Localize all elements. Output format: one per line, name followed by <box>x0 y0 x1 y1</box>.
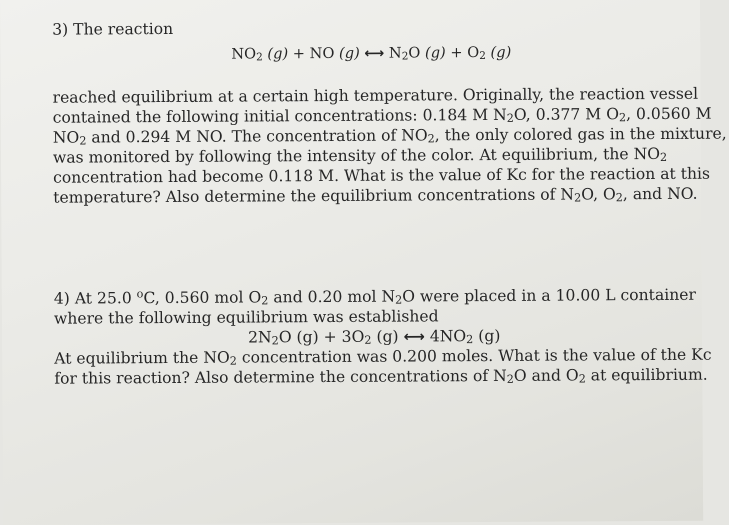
eq3-r1-state: (g) <box>267 45 289 63</box>
degree-symbol: o <box>136 287 144 301</box>
p4-l4c: O and O <box>513 366 579 385</box>
problem-4-line-2 <box>54 306 439 328</box>
eq4-c2-sub: 2 <box>364 333 372 347</box>
eq3-reactant1 <box>231 45 263 62</box>
p3-l6e: , and NO. <box>622 184 698 204</box>
eq3-r1-sub: 2 <box>256 51 263 64</box>
p3-l6c: O, O <box>581 185 616 204</box>
eq4-c1-sub: 2 <box>271 334 279 348</box>
eq3-reactant2: NO <box>309 44 335 63</box>
p4-l4b: 2 <box>506 372 514 386</box>
p4-l1c: 2 <box>261 294 269 308</box>
p3-l2c: O, 0.377 M O <box>513 105 620 124</box>
eq3-plus1: + <box>292 45 306 63</box>
eq3-plus2: + <box>450 44 463 62</box>
p4-l1e: 2 <box>395 293 403 307</box>
equilibrium-arrow-icon: ⟷ <box>364 45 385 62</box>
p3-l6d: 2 <box>615 191 623 205</box>
p3-l2a: contained the following initial concentrations: 0.184 M N <box>52 105 507 127</box>
problem-3-line-6 <box>53 184 697 208</box>
equilibrium-arrow-icon: ⟷ <box>403 328 425 346</box>
eq3-p1-text: N <box>388 44 402 62</box>
eq3-product1 <box>389 44 421 61</box>
eq3-r2-state: (g) <box>338 44 360 62</box>
eq3-p1-tail: O <box>408 44 421 62</box>
p3-l4a: was monitored by following the intensity of the color. At equilibrium, the NO <box>52 144 661 167</box>
problem-4-line-4 <box>54 365 708 389</box>
problem-3-equation <box>231 43 511 65</box>
eq3-p2-sub: 2 <box>479 49 486 62</box>
p3-l5-text: concentration had become 0.118 M. What is the value of Kc for the reaction at this <box>53 164 711 187</box>
p3-l2b: 2 <box>506 111 514 125</box>
p3-l3c: and 0.294 M NO. The concentration of NO <box>86 126 428 147</box>
problem-4-equation <box>248 326 500 349</box>
problem-4-line-1 <box>54 285 696 309</box>
p4-l1a: 4) At 25.0 <box>53 289 137 308</box>
p4-l1b: C, 0.560 mol O <box>143 288 262 308</box>
p4-l4d: 2 <box>578 372 586 386</box>
eq4-c3-tail: (g) <box>473 326 501 346</box>
p3-l3a: NO <box>52 128 80 147</box>
eq3-product2 <box>467 44 486 61</box>
eq3-p1-sub: 2 <box>401 50 409 63</box>
problem-3-heading <box>52 19 173 40</box>
eq4-c1-tail: O (g) + 3O <box>278 327 365 347</box>
problem-3-heading-text: 3) The reaction <box>52 19 174 39</box>
p3-l6a: temperature? Also determine the equilibrium concentrations of N <box>53 185 575 207</box>
p4-l3a: At equilibrium the NO <box>54 348 230 368</box>
p4-l4e: at equilibrium. <box>585 365 708 385</box>
eq3-p1-state: (g) <box>424 44 446 62</box>
p3-l4b: 2 <box>659 150 668 164</box>
p3-l6b: 2 <box>574 191 582 205</box>
p3-l3d: 2 <box>427 132 435 146</box>
eq3-p2-text: O <box>467 44 480 62</box>
p4-l1f: O were placed in a 10.00 L container <box>402 285 696 306</box>
p3-l3e: , the only colored gas in the mixture, <box>434 124 727 145</box>
p3-l2e: , 0.0560 M <box>626 104 712 124</box>
eq4-c3: 4NO <box>424 327 467 346</box>
p4-l4a: for this reaction? Also determine the concentrations of N <box>54 366 507 388</box>
eq3-p2-state: (g) <box>490 43 512 62</box>
p4-l3c: concentration was 0.200 moles. What is the value of the Kc <box>236 345 712 367</box>
eq4-c1: 2N <box>248 328 272 347</box>
p4-l1d: and 0.20 mol N <box>268 287 396 307</box>
p3-l3b: 2 <box>79 134 87 148</box>
p4-l3b: 2 <box>229 354 237 368</box>
eq3-r1-text: NO <box>231 45 257 63</box>
p3-l2d: 2 <box>618 111 627 125</box>
eq4-c2-tail: (g) <box>371 327 404 346</box>
p4-l2-text: where the following equilibrium was established <box>53 307 439 328</box>
p3-l1-text: reached equilibrium at a certain high temperature. Originally, the reaction vessel <box>52 84 699 107</box>
eq4-c3-sub: 2 <box>466 333 474 347</box>
